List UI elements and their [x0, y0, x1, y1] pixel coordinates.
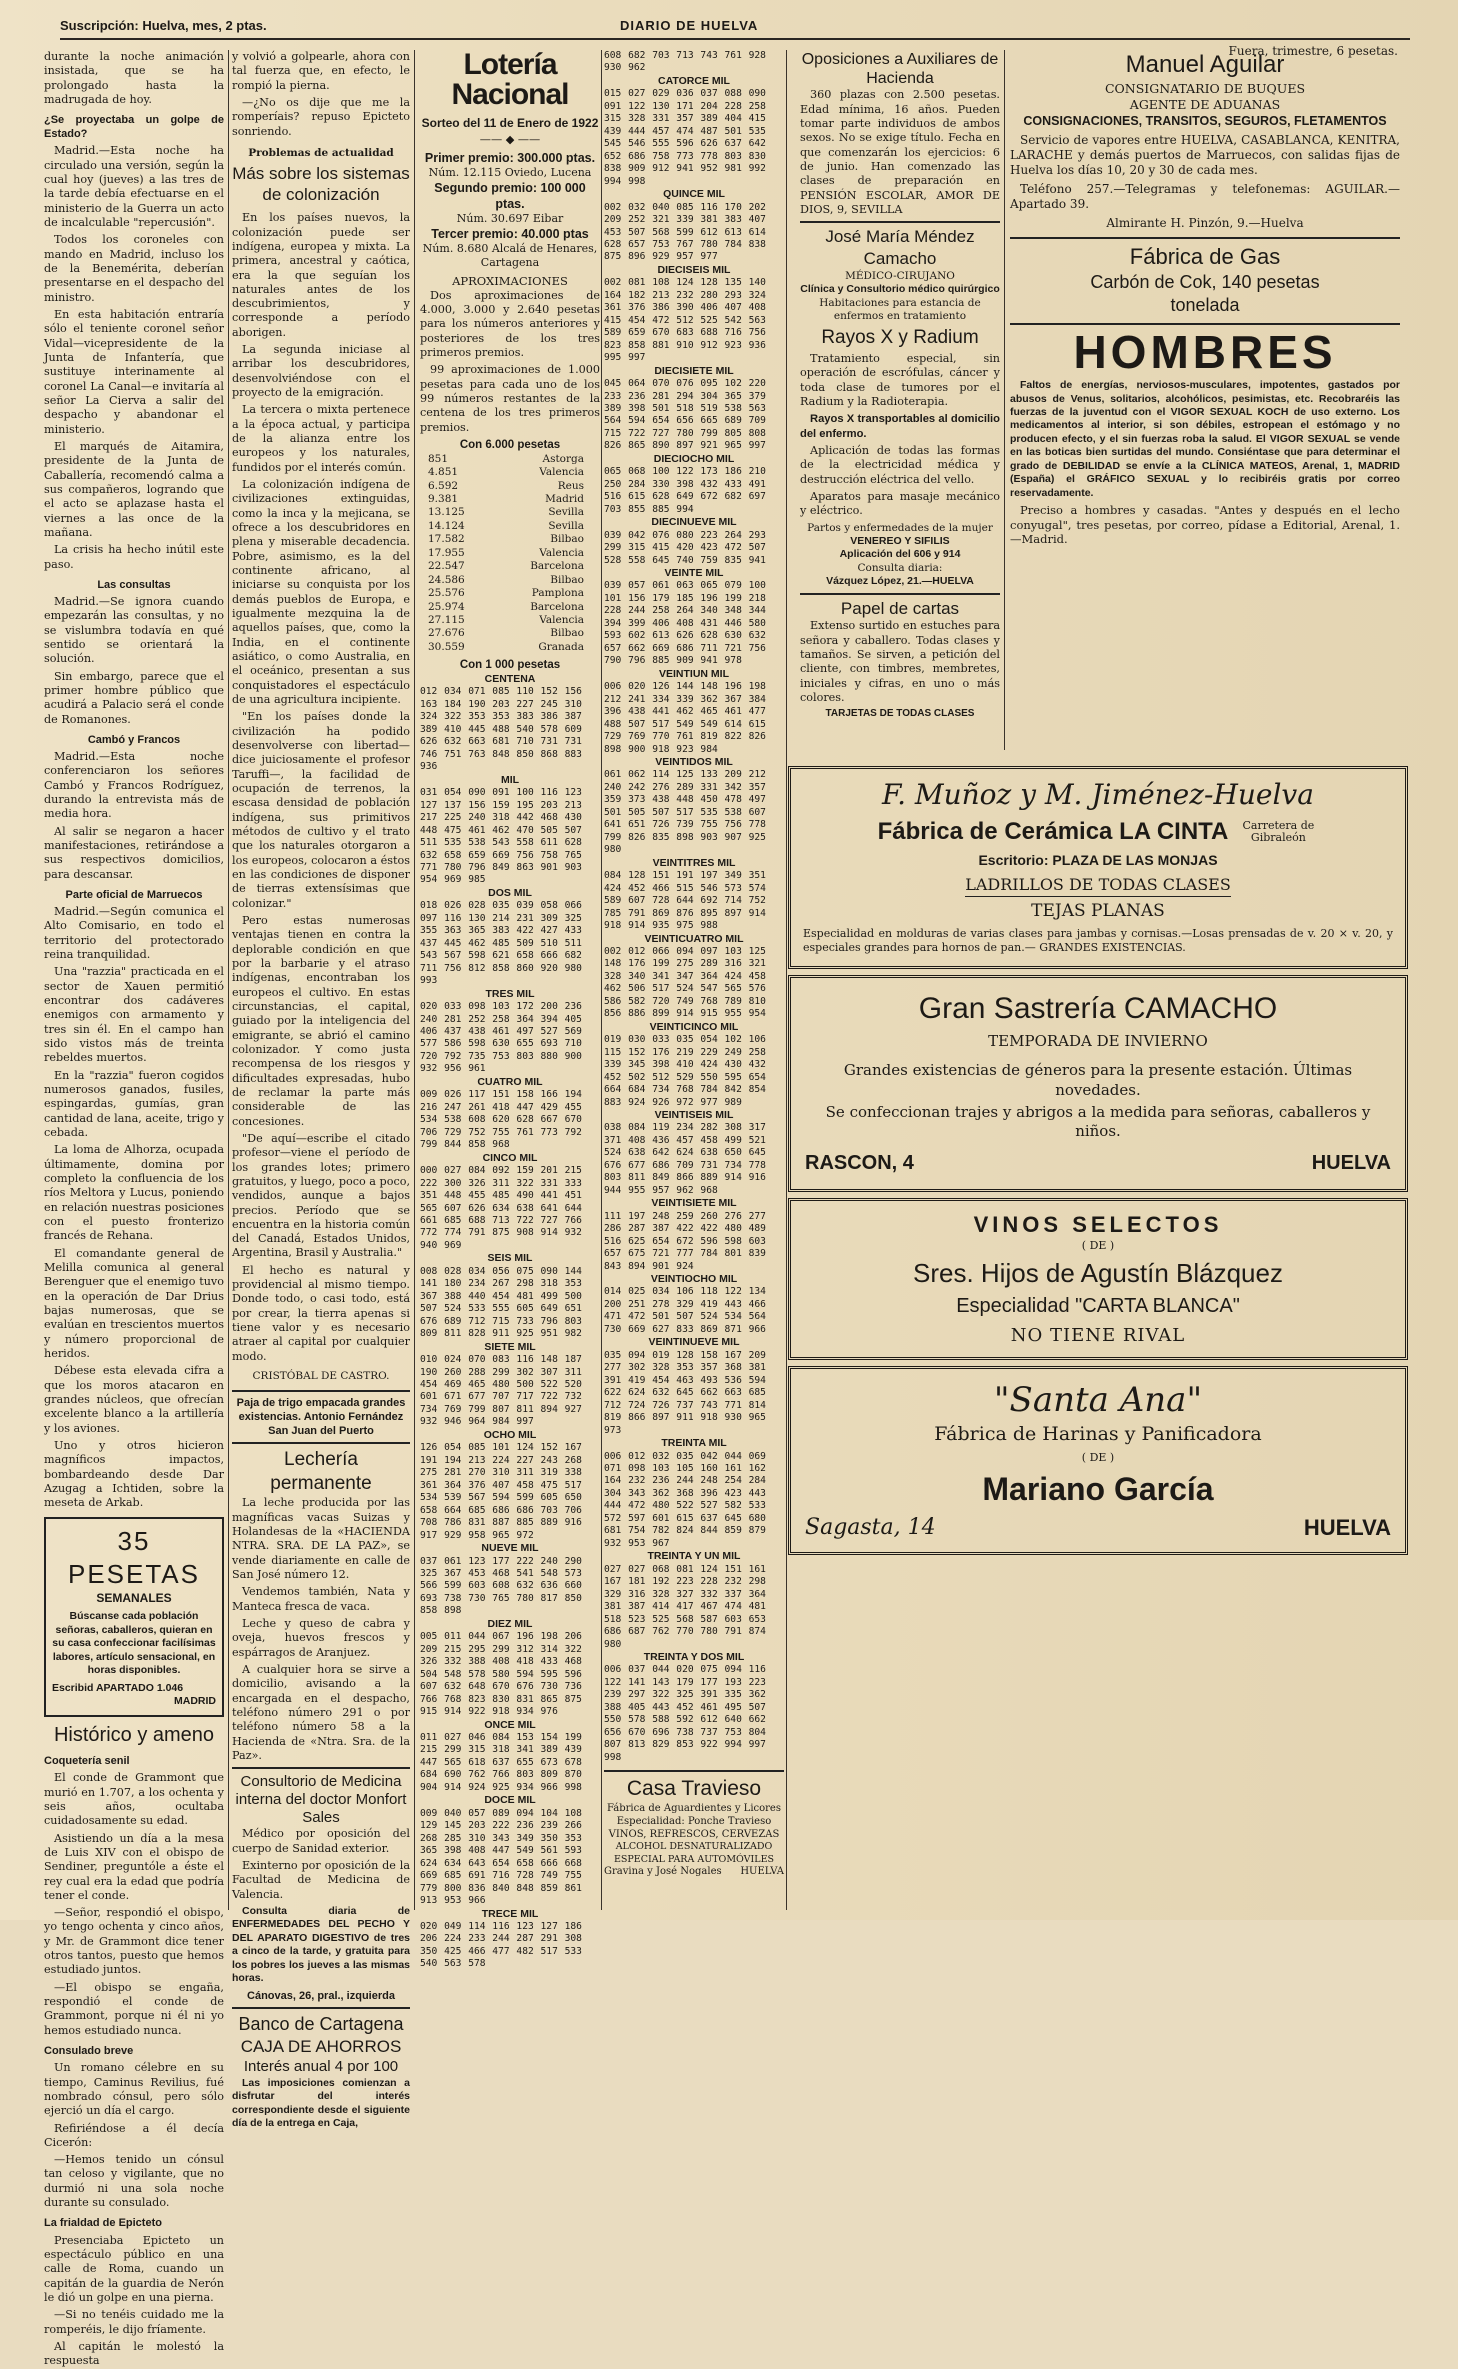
- paragraph: Médico por oposición del cuerpo de Sanidad exterior.: [232, 1827, 410, 1855]
- number-list: 038 084 119 234 282 308 317 371 408 436 457 458 499 521 524 638 642 624 638 650 645 676 677 686 709 731 734 778 803 811 849 866 889 914 916 944 955 957 962 968: [604, 1122, 766, 1196]
- paragraph: A cualquier hora se sirve a domicilio, avisando a la encargada en el despacho, teléfono número 291 o por teléfono número 58 a la Hacienda de «Ntra. Sra. de la Paz».: [232, 1663, 410, 1762]
- number-list: 015 027 029 036 037 088 090 091 122 130 171 204 228 258 315 328 331 357 389 404 415 439 444 457 474 487 501 535 545 546 555 596 626 637 642 652 686 758 773 778 803 830 838 909 912 941 952 981 992 994 998: [604, 88, 766, 187]
- first-prize: Primer premio: 300.000 ptas.: [424, 150, 596, 165]
- group-heading: DIECIOCHO MIL: [653, 452, 735, 465]
- number-list: 111 197 248 259 260 276 277 286 287 387 422 422 480 489 516 625 654 672 596 598 603 657 675 721 777 784 801 839 843 894 901 924: [604, 1210, 766, 1272]
- ad-line: CONSIGNACIONES, TRANSITOS, SEGUROS, FLETAMENTOS: [1023, 113, 1387, 128]
- paragraph: Consulta diaria de ENFERMEDADES DEL PECHO Y DEL APARATO DIGESTIVO de tres a cinco de la tarde, y gratuita para los pobres los jueves a las mismas horas.: [232, 1904, 410, 1985]
- number-list: 012 034 071 085 110 152 156 163 184 190 203 227 245 310 324 322 353 353 383 386 387 389 410 445 488 540 578 609 626 632 663 681 710 731 731 746 751 763 848 850 868 883 936: [420, 686, 582, 773]
- paragraph: Faltos de energías, nerviosos-musculares, impotentes, gastados por abusos de Venus, solitarios, alcohólicos, pesimistas, etc. Recobraréis las fuerzas de la juventud con el VIGOR SEXUAL KOCH de uso externo. Los medicamentos al interior, si son débiles, estropean el estómago y no producen efecto, y el sin fuerzas roba la salud. El VIGOR SEXUAL se vende en las boticas bien surtidas del mundo. Consiéntase que para determinar el grado de DEBILIDAD se envíe a la CLÍNICA MATEOS, Arenal, 1, MADRID (España) el GRÁFICO SEXUAL y lo recibiréis gratis por correo reservadamente.: [1010, 379, 1400, 499]
- paragraph: Teléfono 257.—Telegramas y telefonemas: AGUILAR.—Apartado 39.: [1010, 181, 1400, 212]
- number-list: 002 012 066 094 097 103 125 148 176 199 275 289 316 321 328 340 341 347 364 424 458 462 506 517 524 547 565 576 586 582 720 749 768 789 810 856 886 899 914 915 955 954: [604, 945, 766, 1020]
- paragraph: Vendemos también, Nata y Manteca fresca de vaca.: [232, 1585, 410, 1613]
- ad-subtitle: SEMANALES: [96, 1591, 172, 1606]
- group-heading: DIECISIETE MIL: [654, 364, 734, 377]
- paragraph: Madrid.—Esta noche conferenciaron los señores Cambó y Francos Rodríguez, durando la entrevista más de media hora.: [44, 750, 224, 821]
- paragraph: Presenciaba Epicteto un espectáculo público en una calle de Roma, cuando un capitán de la guardia de Nerón le dió un golpe en una pierna.: [44, 2233, 224, 2304]
- ad-title: VINOS SELECTOS: [973, 1211, 1223, 1237]
- number-list: 000 027 084 092 159 201 215 222 300 326 311 322 331 333 351 448 455 485 490 441 451 565 607 626 634 638 641 644 661 685 688 713 722 727 766 772 774 791 875 908 914 932 940 969: [420, 1165, 582, 1251]
- number-list: 009 040 057 089 094 104 108 129 145 203 222 236 239 266 268 285 310 343 349 350 353 365 398 408 447 549 561 593 624 634 643 654 658 666 668 669 685 691 716 728 749 755 779 800 836 840 848 859 861 913 953 966: [420, 1807, 582, 1907]
- ad-city: HUELVA: [740, 1865, 784, 1877]
- ad-35-pesetas: [44, 1517, 224, 1717]
- number-list: 008 028 034 056 075 090 144 141 180 234 267 298 318 353 367 388 440 454 481 499 500 507 524 533 555 605 649 651 676 689 712 715 733 796 803 809 811 828 911 925 951 982: [420, 1265, 582, 1340]
- group-heading: TREINTA Y UN MIL: [647, 1550, 741, 1563]
- group-heading: DOCE MIL: [484, 1794, 536, 1807]
- ad-line: Carbón de Cok, 140 pesetas tonelada: [1090, 272, 1320, 316]
- headline: Consulado breve: [44, 2045, 134, 2058]
- third-prize: Tercer premio: 40.000 ptas: [431, 226, 589, 241]
- group-heading: ONCE MIL: [484, 1718, 536, 1731]
- paragraph: Aparatos para masaje mecánico y eléctrico.: [800, 489, 1000, 518]
- signature: CRISTÓBAL DE CASTRO.: [252, 1370, 390, 1383]
- paragraph: Especialidad en molduras de varias clases para jambas y cornisas.—Losas prensadas de v. 20 × v. 20, y especiales grandes para hornos de pan.— GRANDES EXISTENCIAS.: [803, 926, 1393, 954]
- ad-line: Consulta diaria:: [857, 561, 943, 574]
- paragraph: El conde de Grammont que murió en 1.707, a los ochenta y seis años, ocultaba cuidadosamente su edad.: [44, 1771, 224, 1828]
- paragraph: El hecho es natural y providencial al mismo tiempo. Donde todo, o casi todo, está por crear, la tierra apenas si tiene valor y es necesario atraer al capital por cualquier modo.: [232, 1263, 410, 1363]
- prize-row: [420, 574, 600, 587]
- prize-row: [420, 493, 600, 506]
- headline: Parte oficial de Marruecos: [65, 889, 203, 902]
- paragraph: El marqués de Aitamira, presidente de la Junta de Caballería, recomendó calma a sus compañeros, logrando que el acto se aplazase hasta el viernes a las once de la mañana.: [44, 440, 224, 539]
- ad-hombres: [1010, 323, 1400, 547]
- group-heading: CINCO MIL: [482, 1151, 538, 1164]
- prize-number: 27.676: [428, 627, 465, 640]
- number-list: 006 012 032 035 042 044 069 071 098 103 105 160 161 162 164 232 236 244 248 254 284 304 343 362 368 396 423 443 444 472 480 522 527 582 533 572 597 601 615 637 645 680 681 754 782 824 844 859 879 932 953 967: [604, 1450, 766, 1549]
- ad-line: VENEREO Y SIFILIS: [850, 534, 950, 547]
- column-ads-left: [800, 50, 1000, 750]
- ad-line: AGENTE DE ADUANAS: [1129, 96, 1281, 112]
- ad-title: Banco de Cartagena: [238, 2013, 404, 2034]
- paragraph: Grandes existencias de géneros para la presente estación. Últimas novedades.: [843, 1061, 1353, 1099]
- group-heading: TRECE MIL: [481, 1907, 539, 1920]
- group-heading: DIECISEIS MIL: [657, 263, 731, 276]
- group-heading: CUATRO MIL: [477, 1075, 543, 1088]
- ad-papel-cartas: [800, 593, 1000, 722]
- prize-city: Astorga: [542, 452, 584, 465]
- paragraph: Madrid.—Esta noche ha circulado una versión, según la cual hoy (jueves) a las tres de la tarde debía efectuarse en el ministerio de la Guerra un acto de incalculable "repercusión".: [44, 144, 224, 230]
- ad-city: MADRID: [174, 1695, 216, 1708]
- group-heading: QUINCE MIL: [663, 188, 725, 201]
- approx-heading: APROXIMACIONES: [452, 274, 568, 288]
- prize-city: Sevilla: [548, 506, 584, 519]
- ad-title: Casa Travieso: [626, 1777, 762, 1801]
- prize-city: Valencia: [539, 613, 584, 626]
- prize-number: 9.381: [428, 493, 459, 506]
- ad-address: RASCON, 4: [805, 1152, 914, 1175]
- group-heading: OCHO MIL: [483, 1428, 537, 1441]
- ad-title: José María Méndez Camacho: [825, 227, 975, 269]
- prize-list-6000: [420, 453, 600, 655]
- ad-line: ESPECIAL PARA AUTOMÓVILES: [613, 1853, 775, 1865]
- ad-text: Paja de trigo empacada grandes existencias. Antonio Fernández San Juan del Puerto: [236, 1396, 406, 1437]
- prize-number: 4.851: [428, 466, 459, 479]
- paragraph: Las imposiciones comienzan a disfrutar del interés correspondiente desde el siguiente día de la entrega en Caja,: [232, 2076, 410, 2129]
- paragraph: La loma de Alhorza, ocupada últimamente, domina por completo la confluencia de los ríos Meltora y Lucus, poniendo en relación nuestras posiciones con el puesto fronterizo francés de Rehana.: [44, 1143, 224, 1243]
- ad-line: Especialidad: Ponche Travieso: [616, 1815, 772, 1827]
- paragraph: Pero estas numerosas ventajas tienen en contra la deplorable condición en que por la barbarie y el atraso indígenas, encontraban los europeos el cultivo. En estas circunstancias, el capital, guiado por la inteligencia del emigrante, se abrió el camino colonizador. Y como justa recompensa de los riesgos y dificultades expresadas, hubo de reclamar la parte más considerable de las concesiones.: [232, 913, 410, 1128]
- ad-line: Partos y enfermedades de la mujer: [807, 521, 993, 534]
- ad-line: Carretera de Gibraleón: [1242, 819, 1315, 845]
- prize-city: Bilbao: [550, 533, 584, 546]
- group-heading: VEINTE MIL: [664, 567, 724, 580]
- heading-6000: Con 6.000 pesetas: [459, 439, 561, 451]
- prize-number: 27.115: [428, 613, 465, 626]
- number-list: 035 094 019 128 158 167 209 277 302 328 353 357 368 381 391 419 454 463 493 536 594 622 624 632 645 662 663 685 712 724 726 737 743 771 814 819 866 897 911 918 930 965 973: [604, 1349, 766, 1436]
- ad-title: "Santa Ana": [993, 1379, 1203, 1420]
- ad-line: Clínica y Consultorio médico quirúrgico: [800, 283, 1000, 296]
- ad-line: NO TIENE RIVAL: [1010, 1324, 1186, 1346]
- paragraph: Rayos X transportables al domicilio del enfermo.: [800, 413, 1000, 440]
- paragraph: La crisis ha hecho inútil este paso.: [44, 543, 224, 571]
- prize-row: [420, 480, 600, 493]
- headline: Coquetería senil: [44, 1755, 130, 1768]
- paragraph: Leche y queso de cabra y oveja, huevos frescos y espárragos de Aranjuez.: [232, 1617, 410, 1659]
- ad-address: Sagasta, 14: [805, 1514, 936, 1540]
- ad-title: Gran Sastrería CAMACHO: [918, 991, 1278, 1025]
- paragraph: 360 plazas con 2.500 pesetas. Edad mínima, 16 años. Pueden tomar parte individuos de ambos sexos. No se exige título. Fecha en que comenzarán los ejercicios: 6 de junio. Han comenzado las clases de preparación en PENSIÓN ESCOLAR, AMOR DE DIOS, 9, SEVILLA: [800, 88, 1000, 216]
- ad-subtitle: CAJA DE AHORROS: [240, 2036, 402, 2056]
- prize-number: 25.974: [428, 600, 465, 613]
- paragraph: Asistiendo un día a la mesa de Luis XIV con el obispo de Sendiner, preguntóle a éste el rey cual era la edad que podría tener el conde.: [44, 1831, 224, 1902]
- group-heading: DIECINUEVE MIL: [651, 516, 737, 529]
- number-list: 009 026 117 151 158 166 194 216 247 261 418 447 429 455 534 538 608 620 628 667 670 706 729 752 755 761 773 792 799 844 858 968: [420, 1089, 582, 1151]
- ad-paja: [232, 1390, 410, 1438]
- paragraph: "De aquí—escribe el citado profesor—viene el período de los grandes lotes; primero gratuitos, y luego, poco a poco, vendidos, aunque a bajos precios. Período que se encuentra en la historia común del Canadá, Estados Unidos, Argentina, Brasil y Australia.": [232, 1131, 410, 1260]
- number-list: 014 025 034 106 118 122 134 200 251 278 329 419 443 466 471 472 501 507 524 534 564 730 669 627 833 869 871 966: [604, 1286, 766, 1335]
- prize-row: [420, 506, 600, 519]
- paragraph: Refiriéndose a él decía Cicerón:: [44, 2121, 224, 2149]
- ad-santa-ana: [788, 1366, 1408, 1555]
- prize-number: 14.124: [428, 519, 465, 532]
- column-colonizacion: [232, 50, 410, 2129]
- group-heading: VEINTISEIS MIL: [654, 1109, 734, 1121]
- paragraph: Todos los coroneles con mando en Madrid, incluso los de la Benemérita, deberían presentarse en el despacho del ministro.: [44, 233, 224, 304]
- paragraph: Dos aproximaciones de 4.000, 3.000 y 2.640 pesetas para los números anteriores y posteriores de los tres primeros premios.: [420, 288, 600, 360]
- group-heading: DOS MIL: [488, 886, 532, 899]
- number-list: 126 054 085 101 124 152 167 191 194 213 224 227 243 268 275 281 270 310 311 319 338 361 364 376 407 458 475 517 534 539 567 594 599 605 650 658 664 685 686 686 703 706 708 786 831 887 885 889 916 917 929 958 965 972: [420, 1442, 582, 1541]
- group-heading: VEINTIOCHO MIL: [650, 1273, 738, 1286]
- number-list: 608 682 703 713 743 761 928 930 962: [604, 50, 766, 74]
- number-list: 031 054 090 091 100 116 123 127 137 156 159 195 203 213 217 225 240 318 442 468 430 448 475 461 462 470 505 507 511 535 538 543 558 611 628 632 658 659 669 756 758 765 771 780 796 849 863 901 903 954 969 985: [420, 787, 582, 886]
- ad-line: Rayos X y Radium: [821, 326, 979, 348]
- ad-mendez-camacho: [800, 221, 1000, 588]
- group-heading: VEINTICUATRO MIL: [644, 932, 744, 945]
- ad-title: Papel de cartas: [840, 598, 960, 618]
- ad-casa-travieso: [604, 1770, 784, 1878]
- prize-city: Granada: [538, 640, 584, 653]
- ad-city: HUELVA: [1303, 1514, 1391, 1540]
- prize-number: 17.955: [428, 546, 465, 559]
- ad-line: Sres. Hijos de Agustín Blázquez: [913, 1257, 1283, 1288]
- ad-ceramica: [788, 766, 1408, 969]
- prize-city: Bilbao: [550, 627, 584, 640]
- ad-vinos: [788, 1198, 1408, 1360]
- ad-line: MÉDICO-CIRUJANO: [845, 269, 955, 282]
- paragraph: durante la noche animación insistada, que se ha prolongado hasta la madrugada de hoy.: [44, 50, 224, 106]
- number-list: 011 027 046 084 153 154 199 215 299 315 318 341 389 439 447 565 618 637 655 673 678 684 690 762 766 803 809 870 904 914 924 925 934 966 998: [420, 1732, 582, 1793]
- ad-line: Especialidad "CARTA BLANCA": [956, 1295, 1240, 1318]
- number-list: 002 081 108 124 128 135 140 164 182 213 232 280 293 324 361 376 386 390 406 407 408 415 454 472 512 525 542 563 589 659 670 683 688 716 756 823 858 881 910 912 923 936 995 997: [604, 277, 766, 364]
- ad-title: 35 PESETAS: [67, 1525, 200, 1589]
- headline: Las consultas: [97, 578, 171, 591]
- group-heading: VEINTIUN MIL: [659, 667, 729, 680]
- paragraph: —El obispo se engaña, respondió el conde de Grammont, porque ni él ni yo hemos estudiado nunca.: [44, 1980, 224, 2037]
- ad-line: TARJETAS DE TODAS CLASES: [825, 708, 975, 720]
- prize-row: [420, 466, 600, 479]
- prize-city: Bilbao: [550, 573, 584, 586]
- number-list: 018 026 028 035 039 058 066 097 116 130 214 231 309 325 355 363 365 383 422 427 433 437 445 462 485 509 510 511 543 567 598 621 658 666 682 711 756 812 858 860 920 980 993: [420, 900, 582, 987]
- paragraph: Servicio de vapores entre HUELVA, CASABLANCA, KENITRA, LARACHE y demás puertos de Marruecos, con salidas fijas de Huelva los días 10, 20 y 30 de cada mes.: [1010, 132, 1400, 178]
- number-list: 065 068 100 122 173 186 210 250 284 330 398 432 433 491 516 615 628 649 672 682 697 703 855 885 994: [604, 466, 766, 515]
- heading-1000: Con 1 000 pesetas: [459, 659, 561, 672]
- paragraph: La segunda iniciase al arribar los descubridores, desenvolviéndose con el proyecto de la emigración.: [232, 343, 410, 400]
- ad-line: VINOS, REFRESCOS, CERVEZAS: [608, 1828, 780, 1840]
- paragraph: En la "razzia" fueron cogidos numerosos ganados, fusiles, espingardas, gumías, gran cantidad de lana, aceite, trigo y cebada.: [44, 1068, 224, 1140]
- number-list: 019 030 033 035 054 102 106 115 152 176 219 229 249 258 339 345 398 410 424 430 432 452 502 512 529 550 595 654 664 684 734 768 784 842 854 883 924 926 972 977 989: [604, 1034, 766, 1108]
- ad-title: Consultorio de Medicina interna del doctor Monfort Sales: [235, 1773, 407, 1827]
- paragraph: —¿No os dije que me la romperíais? repuso Epicteto sonriendo.: [232, 95, 410, 138]
- prize-row: [420, 520, 600, 533]
- column-big-ads: [788, 760, 1408, 1910]
- group-heading: TRES MIL: [485, 987, 535, 1000]
- number-list: 005 011 044 067 196 198 206 209 215 295 299 312 314 322 326 332 388 408 418 433 468 504 548 578 580 594 595 596 607 632 648 670 676 730 736 766 768 823 830 831 865 875 915 914 922 918 934 976: [420, 1631, 582, 1718]
- paragraph: El comandante general de Melilla comunica al general Berenguer que el enemigo tuvo en la operación de Dar Drius bajas numerosas, que se evalúan en trescientos muertos y número proporcional de heridos.: [44, 1246, 224, 1360]
- prize-city: Valencia: [539, 466, 584, 479]
- paragraph: Al salir se negaron a hacer manifestaciones, retirándose a sus respectivos domicilios, para descansar.: [44, 824, 224, 881]
- ad-line: Fábrica de Cerámica LA CINTA: [877, 817, 1229, 845]
- ad-line: TEJAS PLANAS: [1031, 900, 1165, 921]
- prize-number: 24.586: [428, 573, 465, 586]
- paragraph: Sin embargo, parece que el primer hombre público que acudirá a Palacio será el conde de Romanones.: [44, 669, 224, 726]
- group-heading: CATORCE MIL: [658, 74, 730, 87]
- prize-number: 17.582: [428, 533, 465, 546]
- ad-line: LADRILLOS DE TODAS CLASES: [965, 875, 1231, 896]
- first-prize-detail: Núm. 12.115 Oviedo, Lucena: [428, 165, 592, 179]
- paragraph: La colonización indígena de civilizaciones extinguidas, como la inca y la mejicana, se ofrece a los descubridores en plena y miserable decadencia. Pobre, asimismo, es la del continente africano, al iniciarse su conquista por los demás pueblos de Europa, e igualmente mezquina la de aquellos países, que, como la India, en el continente asiático, o como Australia, en el oceánico, presentan a sus conquistadores el espectáculo de una agricultura incipiente.: [232, 478, 410, 707]
- prize-city: Valencia: [539, 546, 584, 559]
- prize-city: Madrid: [545, 493, 584, 506]
- ad-sastreria: [788, 975, 1408, 1192]
- paragraph: Preciso a hombres y casadas. "Antes y después en el lecho conyugal", tres pesetas, por correo, pídase a Editorial, Arenal, 1.—Madrid.: [1010, 503, 1400, 547]
- paragraph: y volvió a golpearle, ahora con tal fuerza que, en efecto, le rompió la pierna.: [232, 50, 410, 92]
- ad-city: HUELVA: [1311, 1152, 1391, 1175]
- paragraph: En los países nuevos, la colonización puede ser indígena, europea y mixta. La primera, ancestral y caótica, era la que seguían los naturales antes de los descubrimientos, y corresponde a período aborigen.: [232, 211, 410, 339]
- ad-line: Fábrica de Aguardientes y Licores: [607, 1803, 781, 1815]
- group-heading: MIL: [500, 773, 520, 786]
- ad-title: Lechería permanente: [270, 1448, 372, 1495]
- ad-line: Aplicación del 606 y 914: [839, 548, 961, 561]
- ad-line: ( DE ): [1081, 1238, 1115, 1252]
- prize-city: Sevilla: [548, 519, 584, 532]
- number-list: 006 020 126 144 148 196 198 212 241 334 339 362 367 384 396 438 441 462 465 461 477 488 507 517 549 549 614 615 729 769 770 761 819 822 826 898 900 918 923 984: [604, 681, 766, 755]
- divider: —— ◆ ——: [479, 133, 541, 147]
- prize-number: 851: [428, 452, 449, 465]
- column-loteria-cont: [604, 50, 784, 1910]
- paragraph: Madrid.—Según comunica el Alto Comisario, en todo el territorio del protectorado reina tranquilidad.: [44, 905, 224, 962]
- prize-city: Pamplona: [531, 587, 584, 600]
- paragraph: La tercera o mixta pertenece a la época actual, y participa de la alianza entre los europeos y los naturales, fundidos por el interés común.: [232, 403, 410, 474]
- ad-address: Almirante H. Pinzón, 9.—Huelva: [1106, 215, 1304, 230]
- prize-row: [420, 453, 600, 466]
- ad-line: Habitaciones para estancia de enfermos en tratamiento: [819, 296, 981, 323]
- paragraph: Extenso surtido en estuches para señora y caballero. Todas clases y tamaños. Se sirven, a petición del cliente, con timbres, membretes, iniciales y cifras, en uno o más colores.: [800, 619, 1000, 705]
- prize-row: [420, 533, 600, 546]
- ad-address: Gravina y José Nogales: [604, 1865, 722, 1877]
- prize-row: [420, 587, 600, 600]
- column-rule: [228, 50, 229, 1910]
- prize-city: Reus: [557, 479, 584, 492]
- third-prize-detail: Núm. 8.680 Alcalá de Henares, Cartagena: [422, 241, 598, 269]
- ad-fabrica-gas: [1010, 237, 1400, 317]
- column-rule: [786, 50, 787, 1910]
- group-heading: VEINTINUEVE MIL: [648, 1336, 740, 1349]
- number-list: 039 057 061 063 065 079 100 101 156 179 185 196 199 218 228 244 258 264 340 348 344 394 399 406 408 431 446 580 593 602 613 626 628 630 632 657 662 669 686 711 721 756 790 796 885 909 941 978: [604, 580, 766, 667]
- prize-number: 22.547: [428, 560, 465, 573]
- number-list: 037 061 123 177 222 240 290 325 367 453 468 541 548 573 566 599 603 608 632 636 660 693 738 730 765 780 817 850 858 898: [420, 1555, 582, 1617]
- paragraph: Débese esta elevada cifra a que los moros atacaron en grandes núcleos, que ofrecían excelente blanco a la artillería y los aviones.: [44, 1364, 224, 1435]
- paragraph: Madrid.—Se ignora cuando empezarán las consultas, y no se vislumbra todavía en qué sentido se orientará la solución.: [44, 595, 224, 666]
- headline: Cambó y Francos: [87, 734, 181, 747]
- lottery-draw: Sorteo del 11 de Enero de 1922: [421, 116, 599, 130]
- group-heading: NUEVE MIL: [481, 1542, 539, 1555]
- number-list: 006 037 044 020 075 094 116 122 141 143 179 177 193 223 239 297 322 325 391 335 362 388 405 443 452 461 495 507 550 578 588 592 612 640 662 656 670 696 738 737 753 804 807 813 829 853 922 994 997 998: [604, 1664, 766, 1763]
- headline: La frialdad de Epicteto: [44, 2217, 162, 2230]
- paragraph: La leche producida por las magníficas vacas Suizas y Holandesas de la «HACIENDA NTRA. SRA. DE LA PAZ», se vende diariamente en calle de San José número 12.: [232, 1496, 410, 1582]
- group-heading: TREINTA MIL: [661, 1437, 727, 1450]
- ad-address: Vázquez López, 21.—HUELVA: [826, 575, 974, 588]
- group-heading: VEINTITRES MIL: [652, 856, 736, 869]
- number-list: 045 064 070 076 095 102 220 233 236 281 294 304 365 379 389 398 501 518 519 538 563 564 594 654 656 665 689 709 715 722 727 780 799 805 808 826 865 890 897 921 965 997: [604, 378, 766, 452]
- group-heading: CENTENA: [484, 673, 536, 685]
- subscription-price: Suscripción: Huelva, mes, 2 ptas.: [60, 18, 267, 33]
- ad-line: CONSIGNATARIO DE BUQUES: [1104, 80, 1306, 96]
- prize-row: [420, 601, 600, 614]
- newspaper-title: DIARIO DE HUELVA: [620, 18, 759, 33]
- number-list: 002 032 040 085 116 170 202 209 252 321 339 381 383 407 453 507 568 599 612 613 614 628 657 753 767 780 784 838 875 896 929 957 977: [604, 201, 766, 263]
- column-loteria: [420, 48, 600, 1970]
- paragraph: Exinterno por oposición de la Facultad de Medicina de Valencia.: [232, 1858, 410, 1901]
- paragraph: —Si no tenéis cuidado me la romperéis, le dijo fríamente.: [44, 2308, 224, 2336]
- ad-body: Búscanse cada población señoras, caballeros, quieran en su casa confeccionar facilísimas labores, artículo sensacional, en horas disponibles.: [52, 1610, 216, 1677]
- section-title: Histórico y ameno: [53, 1723, 215, 1746]
- prize-row: [420, 560, 600, 573]
- group-heading: SEIS MIL: [487, 1252, 533, 1265]
- paragraph: Uno y otros hicieron magníficos impactos, bombardeando desde Dar Azugag a Ichtiden, sobre la meseta de Arkab.: [44, 1438, 224, 1510]
- prize-number: 25.576: [428, 587, 465, 600]
- prize-number: 30.559: [428, 640, 465, 653]
- group-heading: VEINTICINCO MIL: [649, 1020, 739, 1033]
- column-ads-right: [1010, 50, 1400, 750]
- outside-price: Fuera, trimestre, 6 pesetas.: [1228, 44, 1398, 58]
- prize-row: [420, 627, 600, 640]
- prize-city: Barcelona: [530, 560, 584, 573]
- ad-lecheria: [232, 1442, 410, 1764]
- ad-line: Escritorio: PLAZA DE LAS MONJAS: [978, 851, 1218, 868]
- group-heading: VEINTIDOS MIL: [655, 756, 733, 768]
- paragraph: Al capitán le molestó la respuesta: [44, 2339, 224, 2368]
- group-heading: SIETE MIL: [484, 1340, 536, 1353]
- number-list: 020 049 114 116 123 127 186 206 224 233 244 287 291 308 350 425 466 477 482 517 533 540 563 578: [420, 1920, 582, 1970]
- paragraph: —Hemos tenido un cónsul tan celoso y vigilante, que no durmió ni una sola noche durante su consulado.: [44, 2153, 224, 2210]
- second-prize: Segundo premio: 100 000 ptas.: [434, 180, 586, 211]
- ad-title: Manuel Aguilar: [1125, 51, 1285, 78]
- group-heading: VEINTISIETE MIL: [651, 1197, 737, 1210]
- ad-consultorio: [232, 1767, 410, 2002]
- column-rule: [1004, 50, 1005, 750]
- ad-line: Mariano García: [982, 1470, 1214, 1507]
- number-list: 010 024 070 083 116 148 187 190 260 288 299 302 307 311 454 469 465 480 500 522 520 601 671 677 707 717 722 732 734 769 799 807 811 894 927 932 946 964 984 997: [420, 1354, 582, 1428]
- ad-title: Oposiciones a Auxiliares de Hacienda: [801, 51, 999, 88]
- paragraph: Tratamiento especial, sin operación de escrófulas, cáncer y toda clase de tumores por el Radium y la Radioterapia.: [800, 351, 1000, 408]
- paragraph: —Señor, respondió el obispo, yo tengo ochenta y cinco años, y Mr. de Grammont dice tener otros tantos, puesto que hemos estudiado juntos.: [44, 1906, 224, 1977]
- ad-title: HOMBRES: [1073, 326, 1337, 379]
- number-list: 020 033 098 103 172 200 236 240 281 252 258 364 394 405 406 437 438 461 497 527 569 577 586 598 630 655 693 710 720 792 735 753 803 880 900 932 956 961: [420, 1001, 582, 1075]
- second-prize-detail: Núm. 30.697 Eibar: [456, 211, 564, 225]
- column-rule: [601, 50, 602, 1910]
- ad-line: Fábrica de Harinas y Panificadora: [934, 1423, 1262, 1446]
- ad-line: ( DE ): [1081, 1450, 1115, 1464]
- kicker: Problemas de actualidad: [248, 146, 394, 159]
- paragraph: Un romano célebre en su tiempo, Caminus Revilius, fué nombrado cónsul, pero sólo ejerció un día el cargo.: [44, 2061, 224, 2118]
- ad-title: F. Muñoz y M. Jiménez-Huelva: [882, 778, 1314, 811]
- column-news: [44, 50, 224, 2368]
- masthead: [60, 10, 1410, 40]
- headline: ¿Se proyectaba un golpe de Estado?: [44, 114, 224, 141]
- ad-contact: Escribid APARTADO 1.046: [52, 1681, 184, 1694]
- number-list: 027 027 068 081 124 151 161 167 181 192 223 228 232 298 329 316 328 327 332 337 364 381 387 414 417 467 474 481 518 523 525 568 587 603 653 686 687 762 770 780 791 874 980: [604, 1563, 766, 1650]
- ad-title: Fábrica de Gas: [1129, 243, 1281, 269]
- prize-number: 13.125: [428, 506, 465, 519]
- paragraph: Una "razzia" practicada en el sector de Xauen permitió encontrar dos cadáveres enemigos con armamento y tres sin él. En el campo han sido vistos más de treinta rebeldes muertos.: [44, 965, 224, 1065]
- number-list: 084 128 151 191 197 349 351 424 452 466 515 546 573 574 589 607 728 644 692 714 752 785 791 869 876 895 897 914 918 914 935 975 988: [604, 870, 766, 932]
- paragraph: "En los países donde la civilización ha podido desenvolverse con libertad—dice juiciosamente el profesor Taruffi—, la facilidad de ocupación de terrenos, la escasa densidad de población indígena, sus primitivos métodos de cultivo y el trato que los naturales otorgaron a los europeos, colocaron a éstos en las condiciones de disponer de tierras extensísimas que colonizar.": [232, 710, 410, 910]
- prize-number: 6.592: [428, 479, 459, 492]
- article-title: Más sobre los sistemas de colonización: [232, 164, 410, 204]
- column-rule: [414, 50, 415, 1910]
- group-heading: TREINTA Y DOS MIL: [643, 1650, 745, 1663]
- ad-address: Cánovas, 26, pral., izquierda: [247, 1989, 395, 2002]
- prize-row: [420, 547, 600, 560]
- ad-banco: [232, 2007, 410, 2131]
- prize-row: [420, 614, 600, 627]
- ad-rate: Interés anual 4 por 100: [243, 2058, 399, 2076]
- number-list: 061 062 114 125 133 209 212 240 242 276 289 331 342 357 359 373 438 448 450 478 497 501 505 507 517 535 538 607 641 651 726 739 755 756 778 799 826 835 898 903 907 925 980: [604, 769, 766, 856]
- paragraph: 99 aproximaciones de 1.000 pesetas para cada uno de los 99 números restantes de la centena de los tres primeros premios.: [420, 363, 600, 434]
- paragraph: En esta habitación entraría sólo el teniente coronel señor Vidal—vicepresidente de la Junta de Infantería, que sustituye interinamente al coronel La Canal—e invitaría al señor La Cierva a salir del despacho y abandonar el ministerio.: [44, 308, 224, 436]
- group-heading: DIEZ MIL: [487, 1617, 533, 1630]
- ad-line: ALCOHOL DESNATURALIZADO: [615, 1841, 773, 1853]
- prize-city: Barcelona: [530, 600, 584, 613]
- number-list: 039 042 076 080 223 264 293 299 315 415 420 423 472 507 528 558 645 740 759 835 941: [604, 529, 766, 566]
- prize-row: [420, 641, 600, 654]
- lottery-title: Lotería Nacional: [451, 48, 569, 111]
- ad-subtitle: TEMPORADA DE INVIERNO: [988, 1032, 1208, 1051]
- paragraph: Se confeccionan trajes y abrigos a la medida para señoras, caballeros y niños.: [825, 1102, 1371, 1140]
- paragraph: Aplicación de todas las formas de la electricidad médica y destrucción eléctrica del vello.: [800, 443, 1000, 486]
